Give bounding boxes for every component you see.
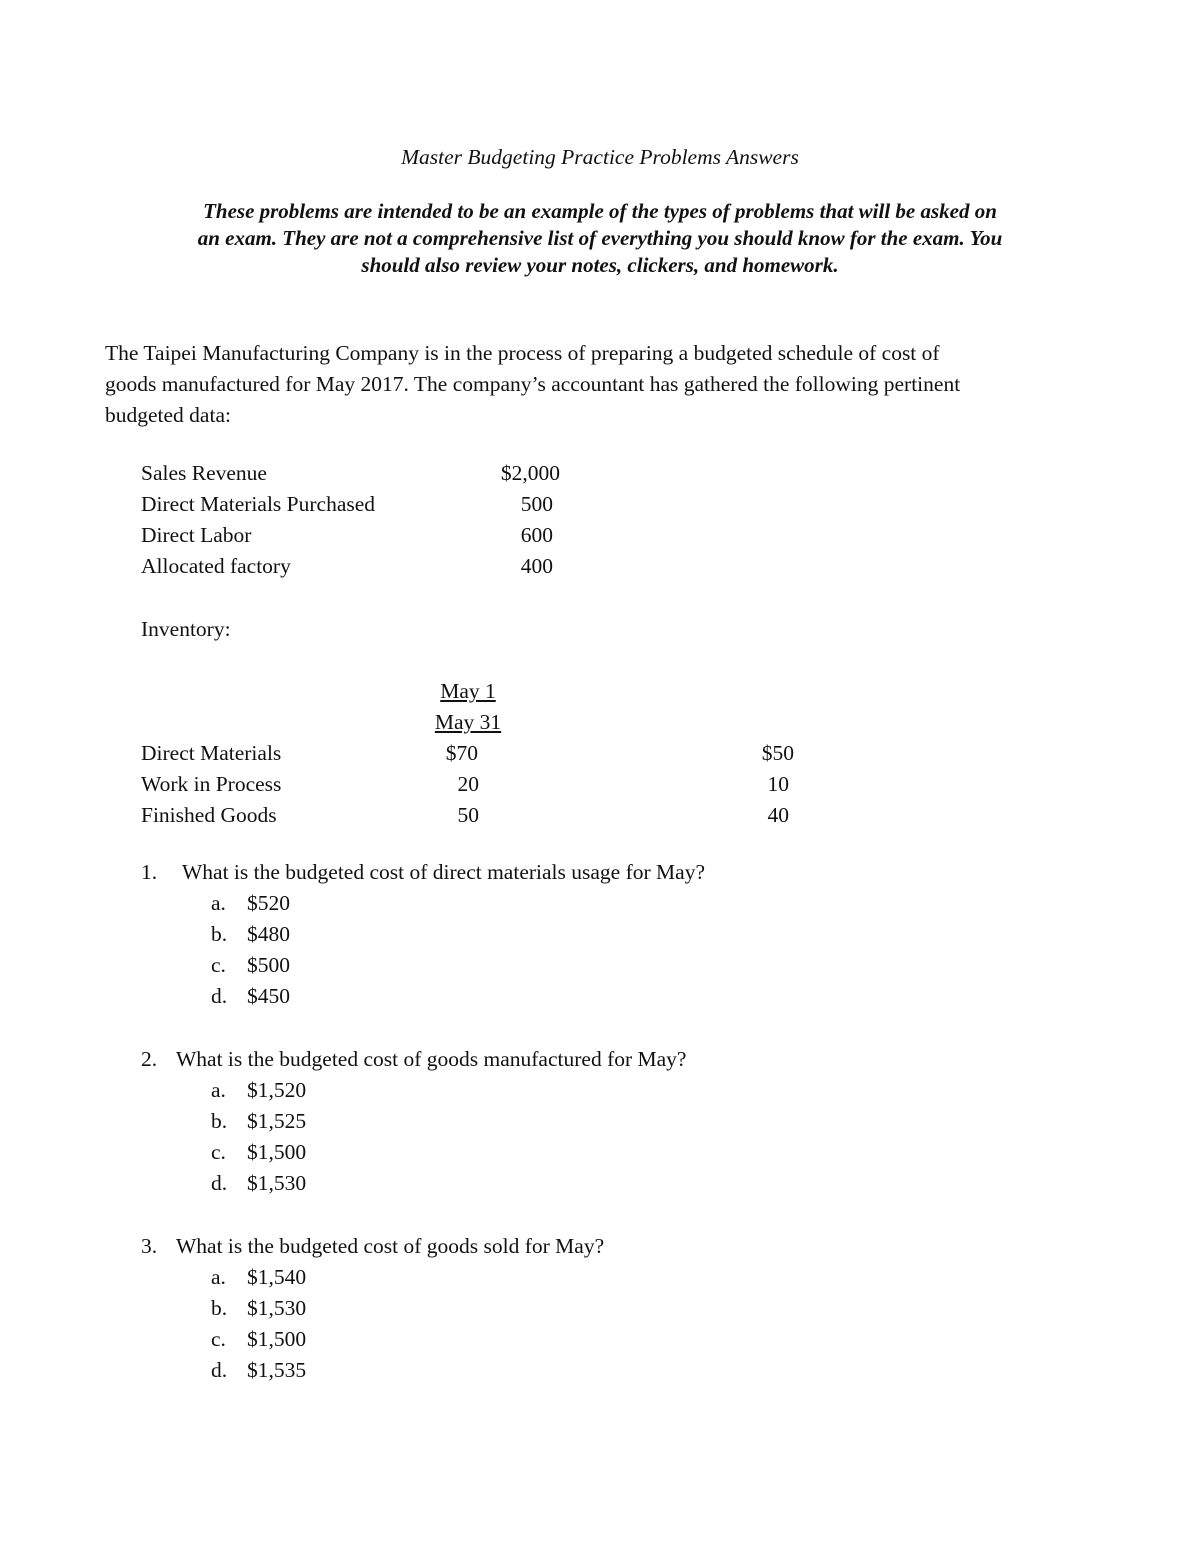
inventory-may31-value: $50 [761,741,794,765]
note-line: These problems are intended to be an example of the types of problems that will be asked on [203,199,997,223]
budget-label: Direct Labor [141,523,252,547]
option-value: $1,500 [247,1327,307,1351]
question-text: What is the budgeted cost of direct materials usage for May? [182,860,705,884]
inventory-may31-value: 10 [767,772,789,796]
option-value: $1,530 [247,1171,307,1195]
option-value: $500 [247,953,290,977]
exam-note [130,198,1070,279]
question-number: 3. [141,1234,158,1258]
option-value: $1,540 [247,1265,307,1289]
budget-label: Sales Revenue [141,461,267,485]
option-value: $1,525 [247,1109,307,1133]
budget-label: Allocated factory [141,554,291,578]
question-text: What is the budgeted cost of goods manufactured for May? [176,1047,687,1071]
option-value: $1,535 [247,1358,307,1382]
question-number: 1. [141,860,158,884]
option-letter: a. [211,1265,226,1289]
option-value: $480 [247,922,290,946]
inventory-may1-value: 50 [457,803,479,827]
question-text: What is the budgeted cost of goods sold for May? [176,1234,605,1258]
budget-value: 600 [520,523,553,547]
option-letter: c. [211,1327,226,1351]
inventory-row-label: Finished Goods [141,803,277,827]
question-number: 2. [141,1047,158,1071]
intro-line: goods manufactured for May 2017. The company’s accountant has gathered the following pertinent [105,372,961,396]
option-value: $1,500 [247,1140,307,1164]
option-letter: d. [211,1171,228,1195]
option-letter: d. [211,1358,228,1382]
budget-value: 500 [520,492,553,516]
intro-line: The Taipei Manufacturing Company is in the process of preparing a budgeted schedule of cost of [105,341,940,365]
inventory-may1-value: 20 [457,772,479,796]
inventory-col-header-may31: May 31 [434,710,502,734]
document-title: Master Budgeting Practice Problems Answers [401,145,799,169]
option-letter: a. [211,1078,226,1102]
option-letter: c. [211,1140,226,1164]
option-letter: b. [211,1296,228,1320]
option-letter: b. [211,1109,228,1133]
inventory-row-label: Work in Process [141,772,282,796]
note-line: should also review your notes, clickers, and homework. [361,253,839,277]
inventory-col-header-may1: May 1 [440,679,496,703]
intro-paragraph [105,338,1105,431]
inventory-row-label: Direct Materials [141,741,282,765]
option-value: $450 [247,984,290,1008]
budget-value: $2,000 [500,461,560,485]
option-letter: a. [211,891,226,915]
intro-line: budgeted data: [105,403,231,427]
option-letter: c. [211,953,226,977]
option-value: $1,520 [247,1078,307,1102]
budget-value: 400 [520,554,553,578]
option-letter: d. [211,984,228,1008]
budget-label: Direct Materials Purchased [141,492,376,516]
inventory-may31-value: 40 [767,803,789,827]
note-line: an exam. They are not a comprehensive list of everything you should know for the exam. You [197,226,1003,250]
inventory-heading: Inventory: [141,617,231,641]
option-value: $520 [247,891,290,915]
option-value: $1,530 [247,1296,307,1320]
option-letter: b. [211,922,228,946]
inventory-may1-value: $70 [445,741,478,765]
